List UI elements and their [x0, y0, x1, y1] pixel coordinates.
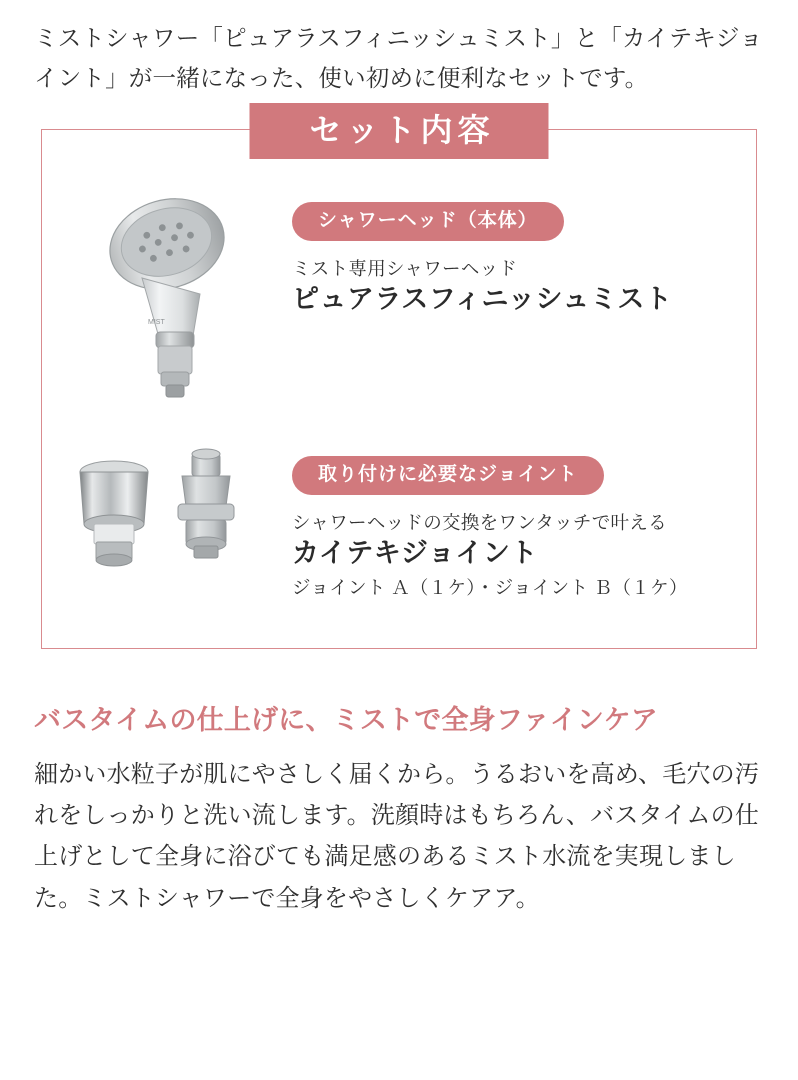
item-pill-label: 取り付けに必要なジョイント: [292, 456, 604, 495]
svg-text:MIST: MIST: [148, 318, 165, 326]
intro-paragraph: ミストシャワー「ピュアラスフィニッシュミスト」と「カイテキジョイント」が一緒になった、使い初めに便利なセットです。: [34, 25, 763, 92]
set-item-text: [292, 182, 756, 317]
item-pill-label: シャワーヘッド（本体）: [292, 202, 564, 241]
shower-head-image: [42, 182, 292, 412]
item-product-name: ピュアラスフィニッシュミスト: [292, 283, 673, 314]
set-item-row: [42, 436, 756, 600]
item-product-note: ジョイント Ａ（１ケ）・ジョイント Ｂ（１ケ）: [292, 576, 688, 598]
joint-parts-image: [42, 436, 292, 586]
set-item-text: [292, 436, 756, 600]
feature-heading: バスタイムの仕上げに、ミストで全身ファインケア: [34, 704, 658, 735]
feature-body: 細かい水粒子が肌にやさしく届くから。うるおいを高め、毛穴の汚れをしっかりと洗い流します。洗顔時はもちろん、バスタイムの仕上げとして全身に浴びても満足感のあるミスト水流を実現しました。ミストシャワーで全身をやさしくケアア。: [34, 760, 760, 912]
set-contents-title: セット内容: [249, 103, 548, 159]
item-sub-label: シャワーヘッドの交換をワンタッチで叶える: [292, 511, 667, 533]
item-product-name: カイテキジョイント: [292, 537, 538, 568]
set-contents-box: [41, 111, 757, 649]
item-sub-label: ミスト専用シャワーヘッド: [292, 257, 518, 279]
set-item-row: [42, 182, 756, 412]
